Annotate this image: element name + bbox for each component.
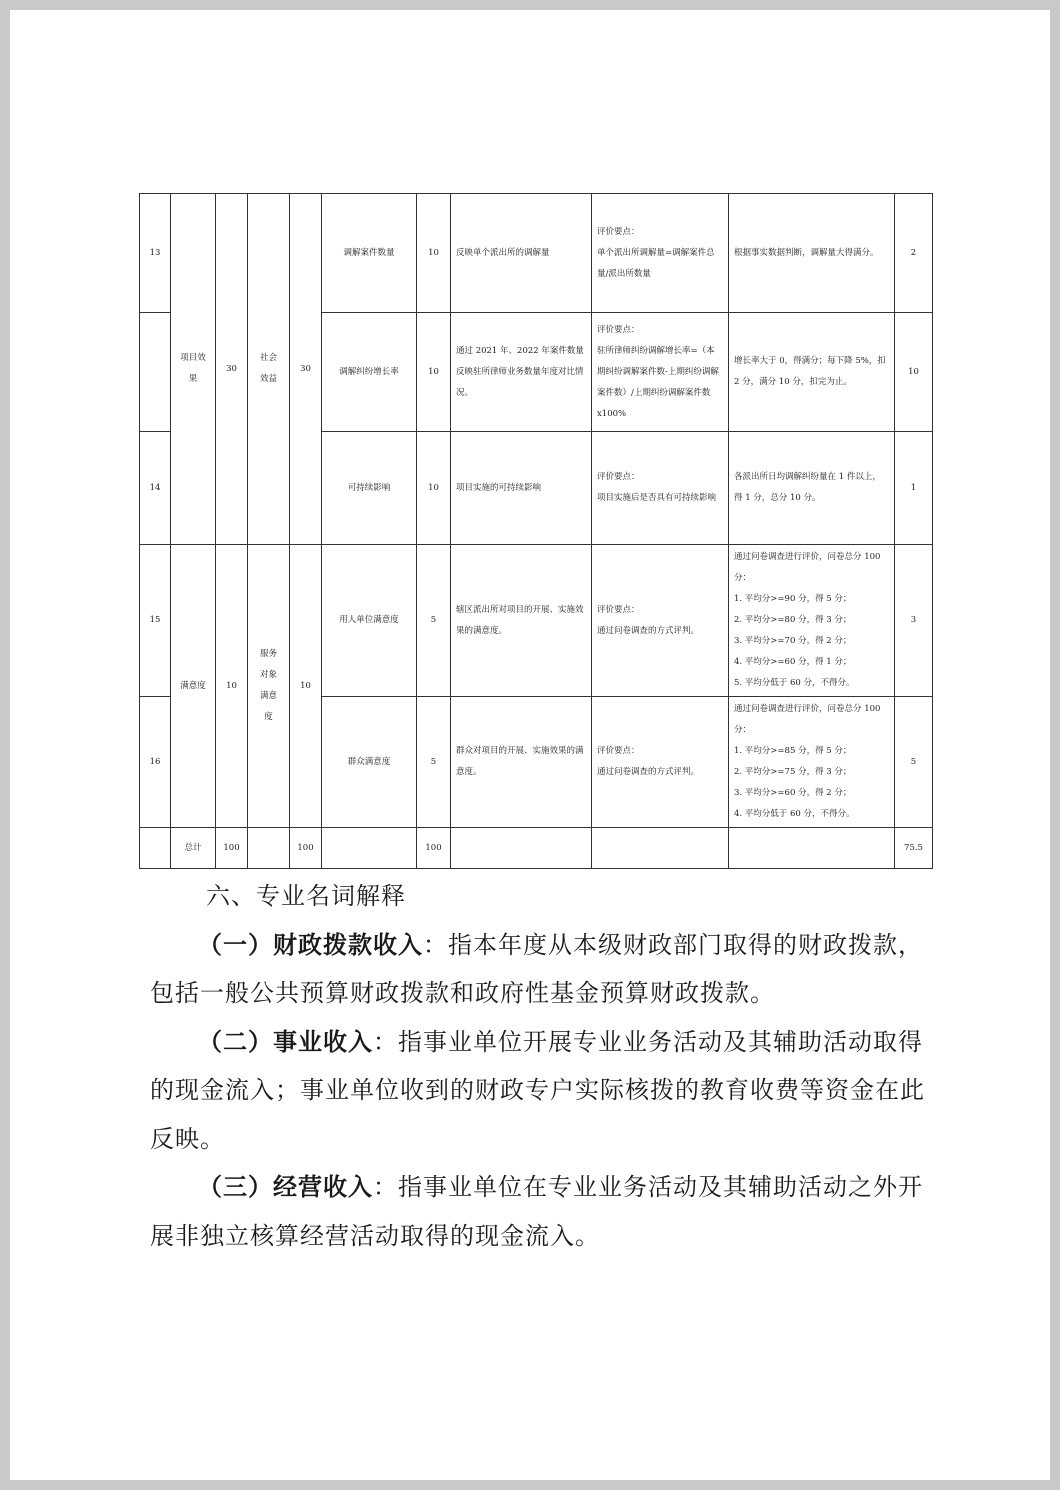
row-number: 13 <box>140 194 171 313</box>
performance-evaluation-table <box>139 193 933 869</box>
indicator-content: 反映单个派出所的调解量 <box>451 194 592 313</box>
level3-indicator: 用人单位满意度 <box>322 545 417 697</box>
indicator-score: 5 <box>417 545 451 697</box>
level3-indicator: 调解案件数量 <box>322 194 417 313</box>
scoring-standard <box>729 545 895 697</box>
scoring-standard <box>729 697 895 828</box>
evaluation-method <box>592 194 729 313</box>
total-row <box>140 828 933 869</box>
score-result: 10 <box>895 313 933 432</box>
method-title: 评价要点： <box>597 226 640 237</box>
level3-indicator: 调解纠纷增长率 <box>322 313 417 432</box>
scoring-standard: 增长率大于 0，得满分；每下降 5%，扣 2 分，满分 10 分，扣完为止。 <box>729 313 895 432</box>
standard-line: 3. 平均分>=60 分，得 2 分； <box>734 788 852 798</box>
table-row <box>140 545 933 697</box>
standard-line: 1. 平均分>=85 分，得 5 分； <box>734 746 852 756</box>
glossary-definition: ：指事业单位开展专业业务活动及其辅助活动取得的现金流入；事业单位收到的财政专户实际核拨的教育收费等资金在此反映。 <box>150 1027 925 1153</box>
row-number <box>140 313 171 432</box>
standard-line: 3. 平均分>=70 分，得 2 分； <box>734 636 852 646</box>
indicator-content: 项目实施的可持续影响 <box>451 432 592 545</box>
row-number-empty <box>140 828 171 869</box>
level3-indicator: 群众满意度 <box>322 697 417 828</box>
total-level2-score: 100 <box>290 828 322 869</box>
level2-score: 30 <box>290 194 322 545</box>
indicator-content: 通过 2021 年、2022 年案件数量反映驻所律师业务数量年度对比情况。 <box>451 313 592 432</box>
total-result: 75.5 <box>895 828 933 869</box>
level1-indicator: 项目效果 <box>171 194 216 545</box>
method-text: 通过问卷调查的方式评判。 <box>597 625 700 636</box>
scoring-standard: 根据事实数据判断，调解量大得满分。 <box>729 194 895 313</box>
indicator-score: 10 <box>417 194 451 313</box>
standard-line: 2. 平均分>=75 分，得 3 分； <box>734 767 852 777</box>
scoring-standard: 各派出所日均调解纠纷量在 1 件以上，得 1 分，总分 10 分。 <box>729 432 895 545</box>
method-text: 项目实施后是否具有可持续影响 <box>597 493 717 503</box>
empty-cell <box>322 828 417 869</box>
glossary-term: （三）经营收入 <box>198 1172 373 1201</box>
indicator-score: 10 <box>417 313 451 432</box>
row-number: 15 <box>140 545 171 697</box>
standard-line: 5. 平均分低于 60 分，不得分。 <box>734 678 855 688</box>
indicator-score: 10 <box>417 432 451 545</box>
empty-cell <box>451 828 592 869</box>
score-result: 1 <box>895 432 933 545</box>
method-title: 评价要点： <box>597 604 640 615</box>
glossary-definition: ：指本年度从本级财政部门取得的财政拨款，包括一般公共预算财政拨款和政府性基金预算财政拨款。 <box>150 930 923 1007</box>
indicator-content: 群众对项目的开展、实施效果的满意度。 <box>451 697 592 828</box>
empty-cell <box>248 828 290 869</box>
score-result: 2 <box>895 194 933 313</box>
table-row <box>140 194 933 313</box>
standard-line: 2. 平均分>=80 分，得 3 分； <box>734 615 852 625</box>
empty-cell <box>729 828 895 869</box>
total-level3-score: 100 <box>417 828 451 869</box>
method-title: 评价要点： <box>597 746 640 756</box>
standard-line: 4. 平均分低于 60 分，不得分。 <box>734 809 855 819</box>
total-label: 总计 <box>171 828 216 869</box>
method-text: 单个派出所调解量=调解案件总量/派出所数量 <box>597 247 715 279</box>
standard-line: 通过问卷调查进行评价，问卷总分 100 分： <box>734 552 881 583</box>
evaluation-method <box>592 432 729 545</box>
indicator-content: 辖区派出所对项目的开展、实施效果的满意度。 <box>451 545 592 697</box>
level3-indicator: 可持续影响 <box>322 432 417 545</box>
glossary-item <box>150 921 930 1018</box>
evaluation-method <box>592 697 729 828</box>
glossary-term: （二）事业收入 <box>198 1026 373 1056</box>
standard-line: 通过问卷调查进行评价，问卷总分 100 分： <box>734 704 881 735</box>
evaluation-method <box>592 313 729 432</box>
score-result: 5 <box>895 697 933 828</box>
glossary-item <box>150 1018 930 1164</box>
level2-score: 10 <box>290 545 322 828</box>
level2-indicator: 服务对象满意度 <box>248 545 290 828</box>
evaluation-method <box>592 545 729 697</box>
empty-cell <box>592 828 729 869</box>
glossary-item <box>150 1163 930 1260</box>
method-text: 通过问卷调查的方式评判。 <box>597 767 700 777</box>
method-title: 评价要点： <box>597 324 640 335</box>
method-text: 驻所律师纠纷调解增长率=（本期纠纷调解案件数-上期纠纷调解案件数）/上期纠纷调解案件数 x100% <box>597 345 719 419</box>
glossary-term: （一）财政拨款收入 <box>198 929 423 959</box>
total-level1-score: 100 <box>216 828 248 869</box>
row-number: 14 <box>140 432 171 545</box>
section-heading: 六、专业名词解释 <box>206 882 406 910</box>
document-page <box>10 10 1050 1480</box>
level2-indicator: 社会效益 <box>248 194 290 545</box>
score-result: 3 <box>895 545 933 697</box>
standard-line: 4. 平均分>=60 分，得 1 分； <box>734 657 852 667</box>
level1-score: 10 <box>216 545 248 828</box>
method-title: 评价要点： <box>597 472 640 482</box>
row-number: 16 <box>140 697 171 828</box>
level1-indicator: 满意度 <box>171 545 216 828</box>
glossary-definition: ：指事业单位在专业业务活动及其辅助活动之外开展非独立核算经营活动取得的现金流入。 <box>150 1173 923 1250</box>
standard-line: 1. 平均分>=90 分，得 5 分； <box>734 594 852 604</box>
indicator-score: 5 <box>417 697 451 828</box>
glossary-section <box>150 872 930 1260</box>
level1-score: 30 <box>216 194 248 545</box>
